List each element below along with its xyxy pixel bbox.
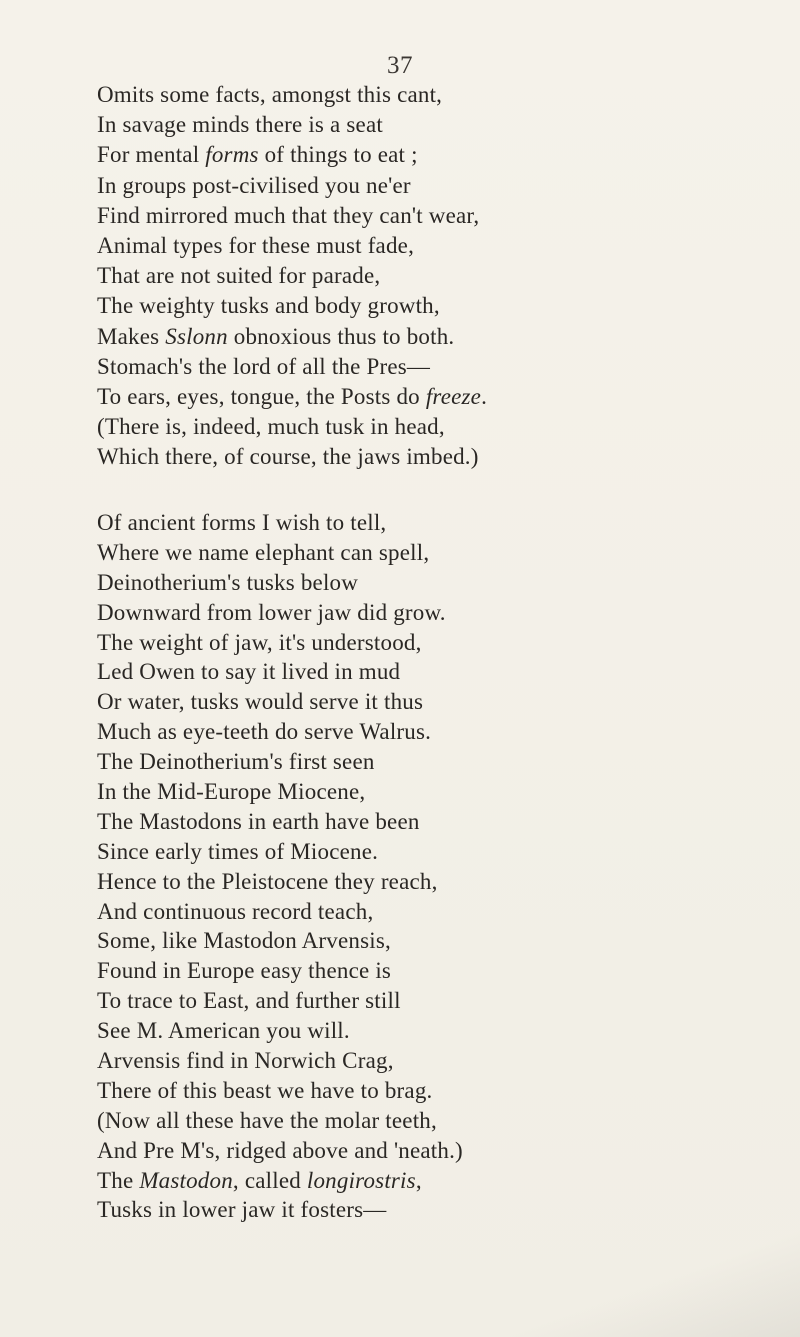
poem-line: Where we name elephant can spell, <box>97 539 430 565</box>
poem-line: To trace to East, and further still <box>97 988 401 1014</box>
poem-stanza-2 <box>97 508 777 1225</box>
page-number: 37 <box>387 52 413 79</box>
poem-line: Led Owen to say it lived in mud <box>97 659 401 685</box>
poem-line: Animal types for these must fade, <box>97 232 415 258</box>
poem-stanza-1 <box>97 80 777 472</box>
poem-line: Find mirrored much that they can't wear, <box>97 202 480 228</box>
poem-line: Deinotherium's tusks below <box>97 569 359 595</box>
line-text: Makes <box>97 323 166 349</box>
line-text: The <box>97 1167 140 1193</box>
line-text: , <box>415 1167 422 1193</box>
poem-line <box>97 1166 777 1196</box>
poem-line: There of this beast we have to brag. <box>97 1077 433 1103</box>
poem-line: Since early times of Miocene. <box>97 838 379 864</box>
poem-line <box>97 322 777 352</box>
poem-line <box>97 140 777 170</box>
poem-line: In groups post-civilised you ne'er <box>97 172 411 198</box>
italic-term: forms <box>205 142 259 168</box>
poem-line: The Deinotherium's first seen <box>97 749 375 775</box>
line-text: , called <box>232 1167 307 1193</box>
line-text: To ears, eyes, tongue, the Posts do <box>97 383 426 409</box>
poem-line: Hence to the Pleistocene they reach, <box>97 868 438 894</box>
poem-line: The weight of jaw, it's understood, <box>97 629 422 655</box>
poem-line: The Mastodons in earth have been <box>97 808 420 834</box>
poem-line: (Now all these have the molar teeth, <box>97 1107 437 1133</box>
poem-line: Stomach's the lord of all the Pres— <box>97 353 431 379</box>
line-text: For mental <box>97 142 206 168</box>
poem-line: Which there, of course, the jaws imbed.) <box>97 444 479 470</box>
italic-term: longirostris <box>306 1167 416 1193</box>
italic-term: Mastodon <box>139 1167 233 1193</box>
page-edge-shadow <box>470 1217 800 1337</box>
poem-line: Tusks in lower jaw it fosters— <box>97 1197 387 1223</box>
poem-line: Some, like Mastodon Arvensis, <box>97 928 391 954</box>
poem-line: That are not suited for parade, <box>97 263 381 289</box>
poem-line: The weighty tusks and body growth, <box>97 293 440 319</box>
poem-line: Much as eye-teeth do serve Walrus. <box>97 719 432 745</box>
poem-line: Found in Europe easy thence is <box>97 958 392 984</box>
poem-line: In the Mid-Europe Miocene, <box>97 779 366 805</box>
italic-term: Sslonn <box>165 323 228 349</box>
poem-line: Omits some facts, amongst this cant, <box>97 82 443 107</box>
poem-line: Or water, tusks would serve it thus <box>97 689 424 715</box>
poem-line: And continuous record teach, <box>97 898 374 924</box>
poem-line: Of ancient forms I wish to tell, <box>97 510 387 535</box>
poem-line: See M. American you will. <box>97 1018 350 1044</box>
italic-term: freeze <box>425 383 482 409</box>
poem-line: (There is, indeed, much tusk in head, <box>97 414 445 440</box>
poem-line: Arvensis find in Norwich Crag, <box>97 1048 394 1074</box>
poem-line: And Pre M's, ridged above and 'neath.) <box>97 1137 463 1163</box>
line-text: obnoxious thus to both. <box>227 323 455 349</box>
line-text: of things to eat ; <box>258 142 418 168</box>
poem-line: In savage minds there is a seat <box>97 112 383 138</box>
line-text: . <box>481 383 488 409</box>
poem-line: Downward from lower jaw did grow. <box>97 599 446 625</box>
poem-line <box>97 382 777 412</box>
